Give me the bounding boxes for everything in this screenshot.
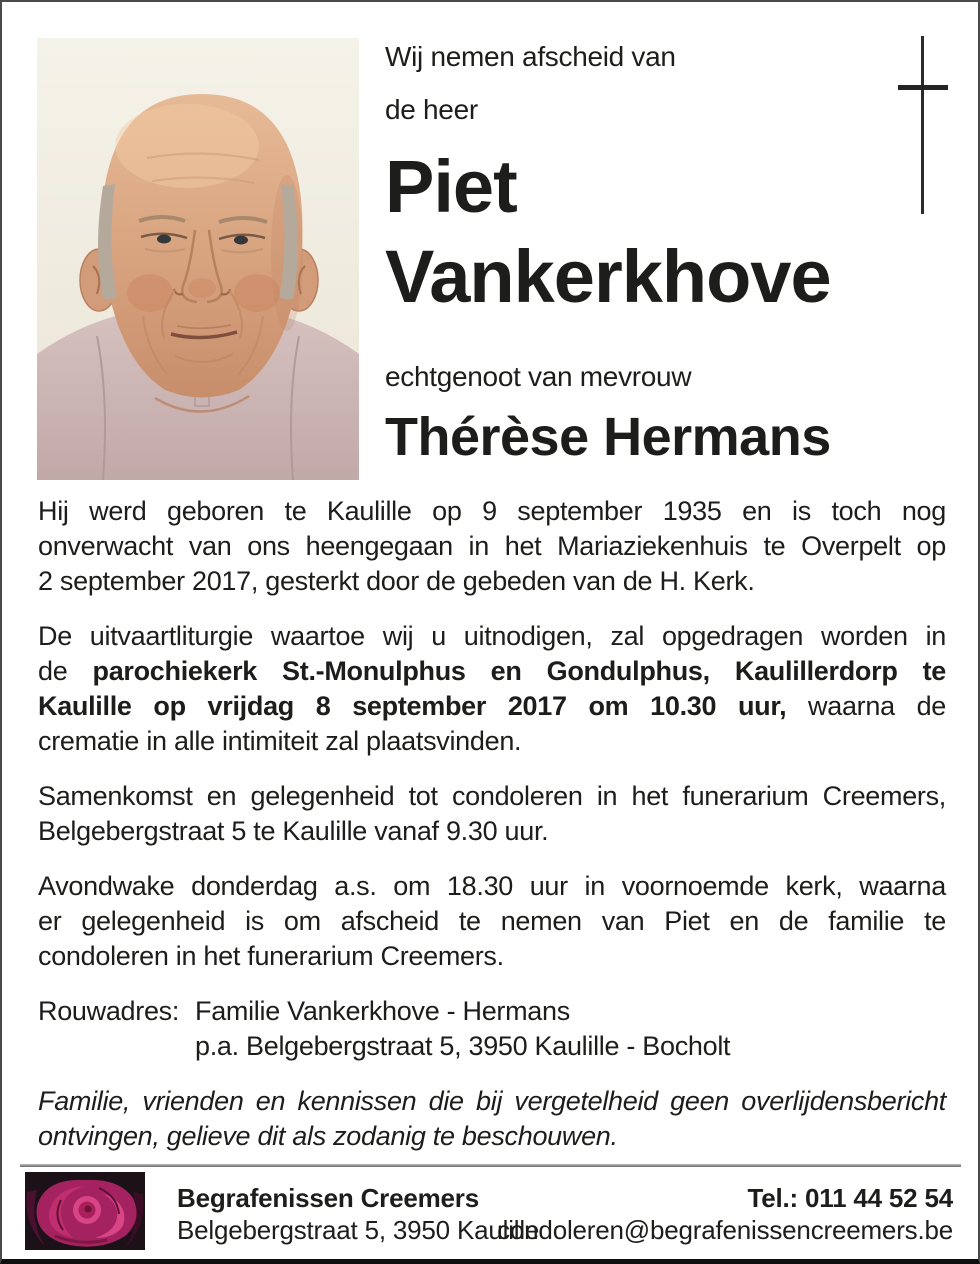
- cross-vertical-bar: [921, 36, 924, 214]
- text-line: [38, 654, 946, 689]
- text-segment-bold: Kaulille op vrijdag 8 september 2017 om 10.30 uur,: [38, 691, 787, 721]
- deceased-last-name: Vankerkhove: [385, 235, 831, 318]
- text-segment: de: [38, 656, 93, 686]
- mourning-address-label: Rouwadres:: [38, 996, 180, 1026]
- cross-icon: [882, 32, 972, 222]
- text-line: Samenkomst en gelegenheid tot condoleren in het funerarium Creemers,: [38, 781, 946, 811]
- paragraph-condolences: [38, 779, 946, 849]
- text-line: 2 september 2017, gesterkt door de gebeden van de H. Kerk.: [38, 566, 755, 596]
- text-line: er gelegenheid is om afscheid te nemen van Piet en de familie te: [38, 906, 946, 936]
- text-line: Hij werd geboren te Kaulille op 9 september 1935 en is toch nog: [38, 496, 946, 526]
- paragraph-birth-death: [38, 494, 946, 599]
- footer-email: condoleren@begrafenissencreemers.be: [497, 1215, 953, 1245]
- obituary-body: [38, 494, 946, 1174]
- intro-line-1: Wij nemen afscheid van: [385, 41, 676, 72]
- paragraph-funeral-service: [38, 619, 946, 759]
- text-line: p.a. Belgebergstraat 5, 3950 Kaulille - Bocholt: [195, 1031, 731, 1061]
- spouse-name: Thérèse Hermans: [385, 407, 831, 467]
- text-line: Avondwake donderdag a.s. om 18.30 uur in voornoemde kerk, waarna: [38, 871, 946, 901]
- paragraph-mourning-address: [38, 994, 946, 1064]
- footer-contact-block: [497, 1182, 953, 1246]
- text-segment: waarna de: [786, 691, 946, 721]
- text-line: onverwacht van ons heengegaan in het Mariaziekenhuis te Overpelt op: [38, 531, 946, 561]
- text-line: De uitvaartliturgie waartoe wij u uitnodigen, zal opgedragen worden in: [38, 621, 946, 651]
- text-line: Familie, vrienden en kennissen die bij vergetelheid geen overlijdensbericht: [38, 1086, 946, 1116]
- rose-icon: [25, 1172, 145, 1250]
- text-line: Belgebergstraat 5 te Kaulille vanaf 9.30 uur.: [38, 816, 549, 846]
- text-line: [38, 689, 946, 724]
- cross-horizontal-bar: [898, 85, 948, 90]
- text-line: Familie Vankerkhove - Hermans: [195, 996, 570, 1026]
- mourning-address-lines: [195, 994, 946, 1064]
- intro-line-2: de heer: [385, 94, 478, 125]
- paragraph-wake: [38, 869, 946, 974]
- funeral-home-name: Begrafenissen Creemers: [177, 1183, 479, 1213]
- text-segment-bold: parochiekerk St.-Monulphus en Gondulphus, Kaulillerdorp te: [92, 656, 946, 686]
- footer-company-block: [177, 1182, 539, 1246]
- paragraph-notice: [38, 1084, 946, 1154]
- deceased-first-name: Piet: [385, 145, 517, 228]
- text-line: condoleren in het funerarium Creemers.: [38, 941, 504, 971]
- text-line: crematie in alle intimiteit zal plaatsvinden.: [38, 726, 522, 756]
- footer-separator: [20, 1164, 961, 1167]
- funeral-home-address: Belgebergstraat 5, 3950 Kaulille: [177, 1215, 540, 1245]
- footer-phone: Tel.: 011 44 52 54: [747, 1183, 953, 1213]
- spouse-intro: echtgenoot van mevrouw: [385, 361, 692, 392]
- text-line: ontvingen, gelieve dit als zodanig te beschouwen.: [38, 1121, 618, 1151]
- portrait-photo: [37, 38, 359, 480]
